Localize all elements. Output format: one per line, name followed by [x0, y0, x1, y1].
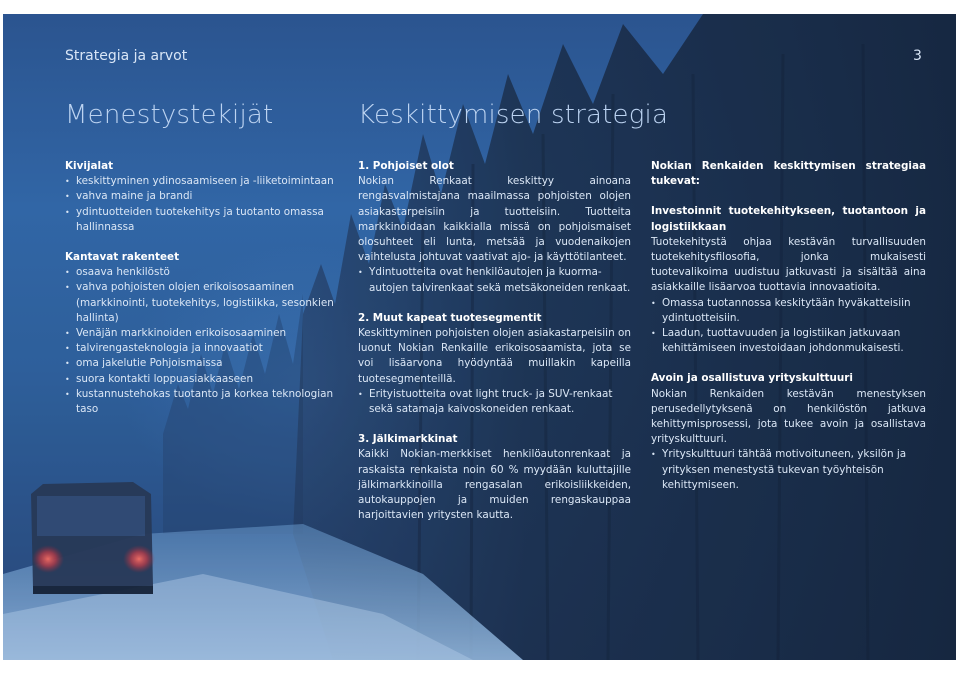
paragraph: Tuotekehitystä ohjaa kestävän turvallisuuden tuotekehitysfilosofia, jonka mukaisesti tuotevalikoima uudistuu jatkuvasti ja sisältää aina asiakkaille lisäarvoa tuottavia innovaatioita. — [651, 235, 926, 294]
bullet-list — [651, 296, 926, 357]
bullet-list — [65, 265, 345, 417]
focus-strategy-column — [358, 159, 631, 523]
list-item: • vahva maine ja brandi — [65, 189, 345, 204]
section-heading: 2. Muut kapeat tuotesegmentit — [358, 311, 542, 324]
list-item: • Laadun, tuottavuuden ja logistiikan jatkuvaan kehittämiseen investoidaan johdonmukaisesti. — [651, 326, 926, 356]
section-heading: Avoin ja osallistuva yrityskulttuuri — [651, 372, 853, 385]
list-item: • suora kontakti loppuasiakkaaseen — [65, 372, 345, 387]
list-item: • Omassa tuotannossa keskitytään hyväkatteisiin ydintuotteisiin. — [651, 296, 926, 326]
running-header: Strategia ja arvot — [65, 48, 188, 64]
list-item: • vahva pohjoisten olojen erikoisosaaminen (markkinointi, tuotekehitys, logistiikka, sesonkien hallinta) — [65, 280, 345, 326]
list-item: • osaava henkilöstö — [65, 265, 345, 280]
section-heading: 3. Jälkimarkkinat — [358, 433, 458, 446]
page-number: 3 — [913, 48, 922, 64]
spread-background — [3, 14, 956, 660]
bullet-list — [651, 447, 926, 493]
paragraph: Nokian Renkaat keskittyy ainoana rengasvalmistajana maailmassa pohjoisten olojen asiakastarpeisiin ja tuotteisiin. Tuotteita markkinoidaan kaikkialla missä on pohjoismaiset olosuhteet eli lunta, metsää ja vuodenaikojen vaihtelusta johtuvat vaativat ajo- ja käyttötilanteet. — [358, 175, 631, 264]
list-item: • ydintuotteiden tuotekehitys ja tuotanto omassa hallinnassa — [65, 205, 345, 235]
success-factors-column — [65, 159, 345, 417]
list-item: • kustannustehokas tuotanto ja korkea teknologian taso — [65, 387, 345, 417]
paragraph: Nokian Renkaiden kestävän menestyksen perusedellytyksenä on henkilöstön jatkuva kehittymisprosessi, jota tukee avoin ja osallistava yrityskulttuuri. — [651, 387, 926, 446]
section-heading: 1. Pohjoiset olot — [358, 160, 454, 172]
list-item: • oma jakelutie Pohjoismaissa — [65, 356, 345, 371]
list-item: • Erityistuotteita ovat light truck- ja SUV-renkaat sekä satamaja kaivoskoneiden renkaat. — [358, 387, 631, 417]
section-heading: Kantavat rakenteet — [65, 251, 180, 264]
list-item: • keskittyminen ydinosaamiseen ja -liiketoimintaan — [65, 174, 345, 189]
page-title-focus-strategy: Keskittymisen strategia — [358, 100, 669, 130]
section-heading: Investoinnit tuotekehitykseen, tuotantoon ja logistiikkaan — [651, 205, 926, 233]
list-item: • Venäjän markkinoiden erikoisosaaminen — [65, 326, 345, 341]
list-item: • Ydintuotteita ovat henkilöautojen ja kuorma-autojen talvirenkaat sekä metsäkoneiden renkaat. — [358, 265, 631, 295]
section-heading: Kivijalat — [65, 160, 114, 172]
intro-heading: Nokian Renkaiden keskittymisen strategiaa tukevat: — [651, 160, 926, 188]
bullet-list — [358, 387, 631, 417]
supporting-factors-column — [651, 159, 926, 493]
list-item: • Yrityskulttuuri tähtää motivoituneen, yksilön ja yrityksen menestystä tukevan työyhteisön kehittymiseen. — [651, 447, 926, 493]
list-item: • talvirengasteknologia ja innovaatiot — [65, 341, 345, 356]
paragraph: Kaikki Nokian-merkkiset henkilöautonrenkaat ja raskaista renkaista noin 60 % myydään kuluttajille jälkimarkkinoilla rengasalan erikoisliikkeiden, autokauppojen ja muiden rengaskauppaa harjoittavien yritysten kautta. — [358, 448, 631, 522]
paragraph: Keskittyminen pohjoisten olojen asiakastarpeisiin on luonut Nokian Renkaille erikoisosaamista, jota se voi lisäarvona hyödyntää muillakin kapeilla tuotesegmenteillä. — [358, 327, 631, 385]
bullet-list — [358, 265, 631, 295]
bullet-list — [65, 174, 345, 235]
page-title-success-factors: Menestystekijät — [65, 100, 274, 130]
